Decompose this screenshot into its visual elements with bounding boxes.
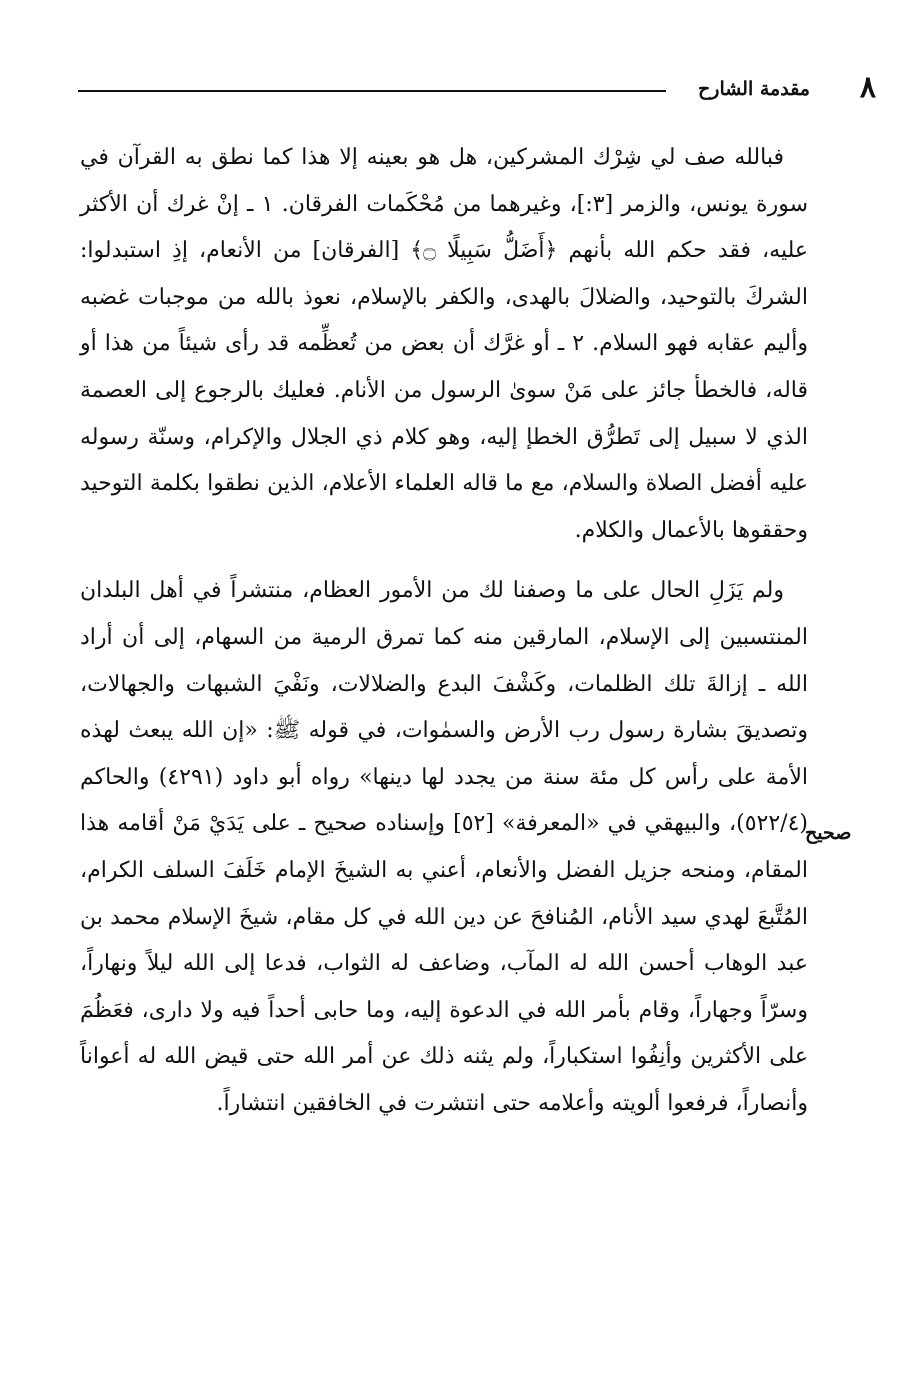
header-rule xyxy=(78,90,666,92)
page-number: ٨ xyxy=(859,70,876,105)
paragraph-1: فبالله صف لي شِرْك المشركين، هل هو بعينه إلا هذا كما نطق به القرآن في سورة يونس، والزمر [٣:]، وغيرهما من مُحْكَمات الفرقان. ١ ـ إنْ غرك أن الأكثر عليه، فقد حكم الله بأنهم ﴿أَضَلُّ سَبِيلًا ۝﴾ [الفرقان] من الأنعام، إذِ استبدلوا: الشركَ بالتوحيد، والضلالَ بالهدى، والكفر بالإسلام، نعوذ بالله من موجبات غضبه وأليم عقابه فهو السلام. ٢ ـ أو غرَّك أن بعض من تُعظِّمه قد رأى شيئاً من هذا أو قاله، فالخطأ جائز على مَنْ سوىٰ الرسول من الأنام. فعليك بالرجوع إلى العصمة الذي لا سبيل إلى تَطرُّق الخطإ إليه، وهو كلام ذي الجلال والإكرام، وسنّة رسوله عليه أفضل الصلاة والسلام، مع ما قاله العلماء الأعلام، الذين نطقوا بكلمة التوحيد وحققوها بالأعمال والكلام. xyxy=(80,145,809,543)
body-text xyxy=(80,135,808,1127)
running-title: مقدمة الشارح xyxy=(698,78,810,100)
running-header xyxy=(72,68,880,108)
paragraph-2: ولم يَزَلِ الحال على ما وصفنا لك من الأمور العظام، منتشراً في أهل البلدان المنتسبين إلى الإسلام، المارقين منه كما تمرق الرمية من السهام، إلى أن أراد الله ـ إزالةَ تلك الظلمات، وكَشْفَ البدع والضلالات، ونَفْيَ الشبهات والجهالات، وتصديقَ بشارة رسول رب الأرض والسمٰوات، في قوله ﷺ: «إن الله يبعث لهذه الأمة على رأس كل مئة سنة من يجدد لها دينها» رواه أبو داود (٤٢٩١) والحاكم (٥٢٢/٤)، والبيهقي في «المعرفة» [٥٢] وإسناده صحيح ـ على يَدَيْ مَنْ أقامه هذا المقام، ومنحه جزيل الفضل والأنعام، أعني به الشيخَ الإمام خَلَفَ السلف الكرام، المُتَّبعَ لهدي سيد الأنام، المُنافحَ عن دين الله في كل مقام، شيخَ الإسلام محمد بن عبد الوهاب أحسن الله له المآب، وضاعف له الثواب، فدعا إلى الله ليلاً ونهاراً، وسرّاً وجهاراً، وقام بأمر الله في الدعوة إليه، وما حابى أحداً فيه ولا دارى، فعَظُمَ على الأكثرين وأنِفُوا استكباراً، ولم يثنه ذلك عن أمر الله حتى قيض الله له أعواناً وأنصاراً، فرفعوا ألويته وأعلامه حتى انتشرت في الخافقين انتشاراً. xyxy=(80,578,808,1116)
margin-note: صحيح xyxy=(805,822,852,844)
